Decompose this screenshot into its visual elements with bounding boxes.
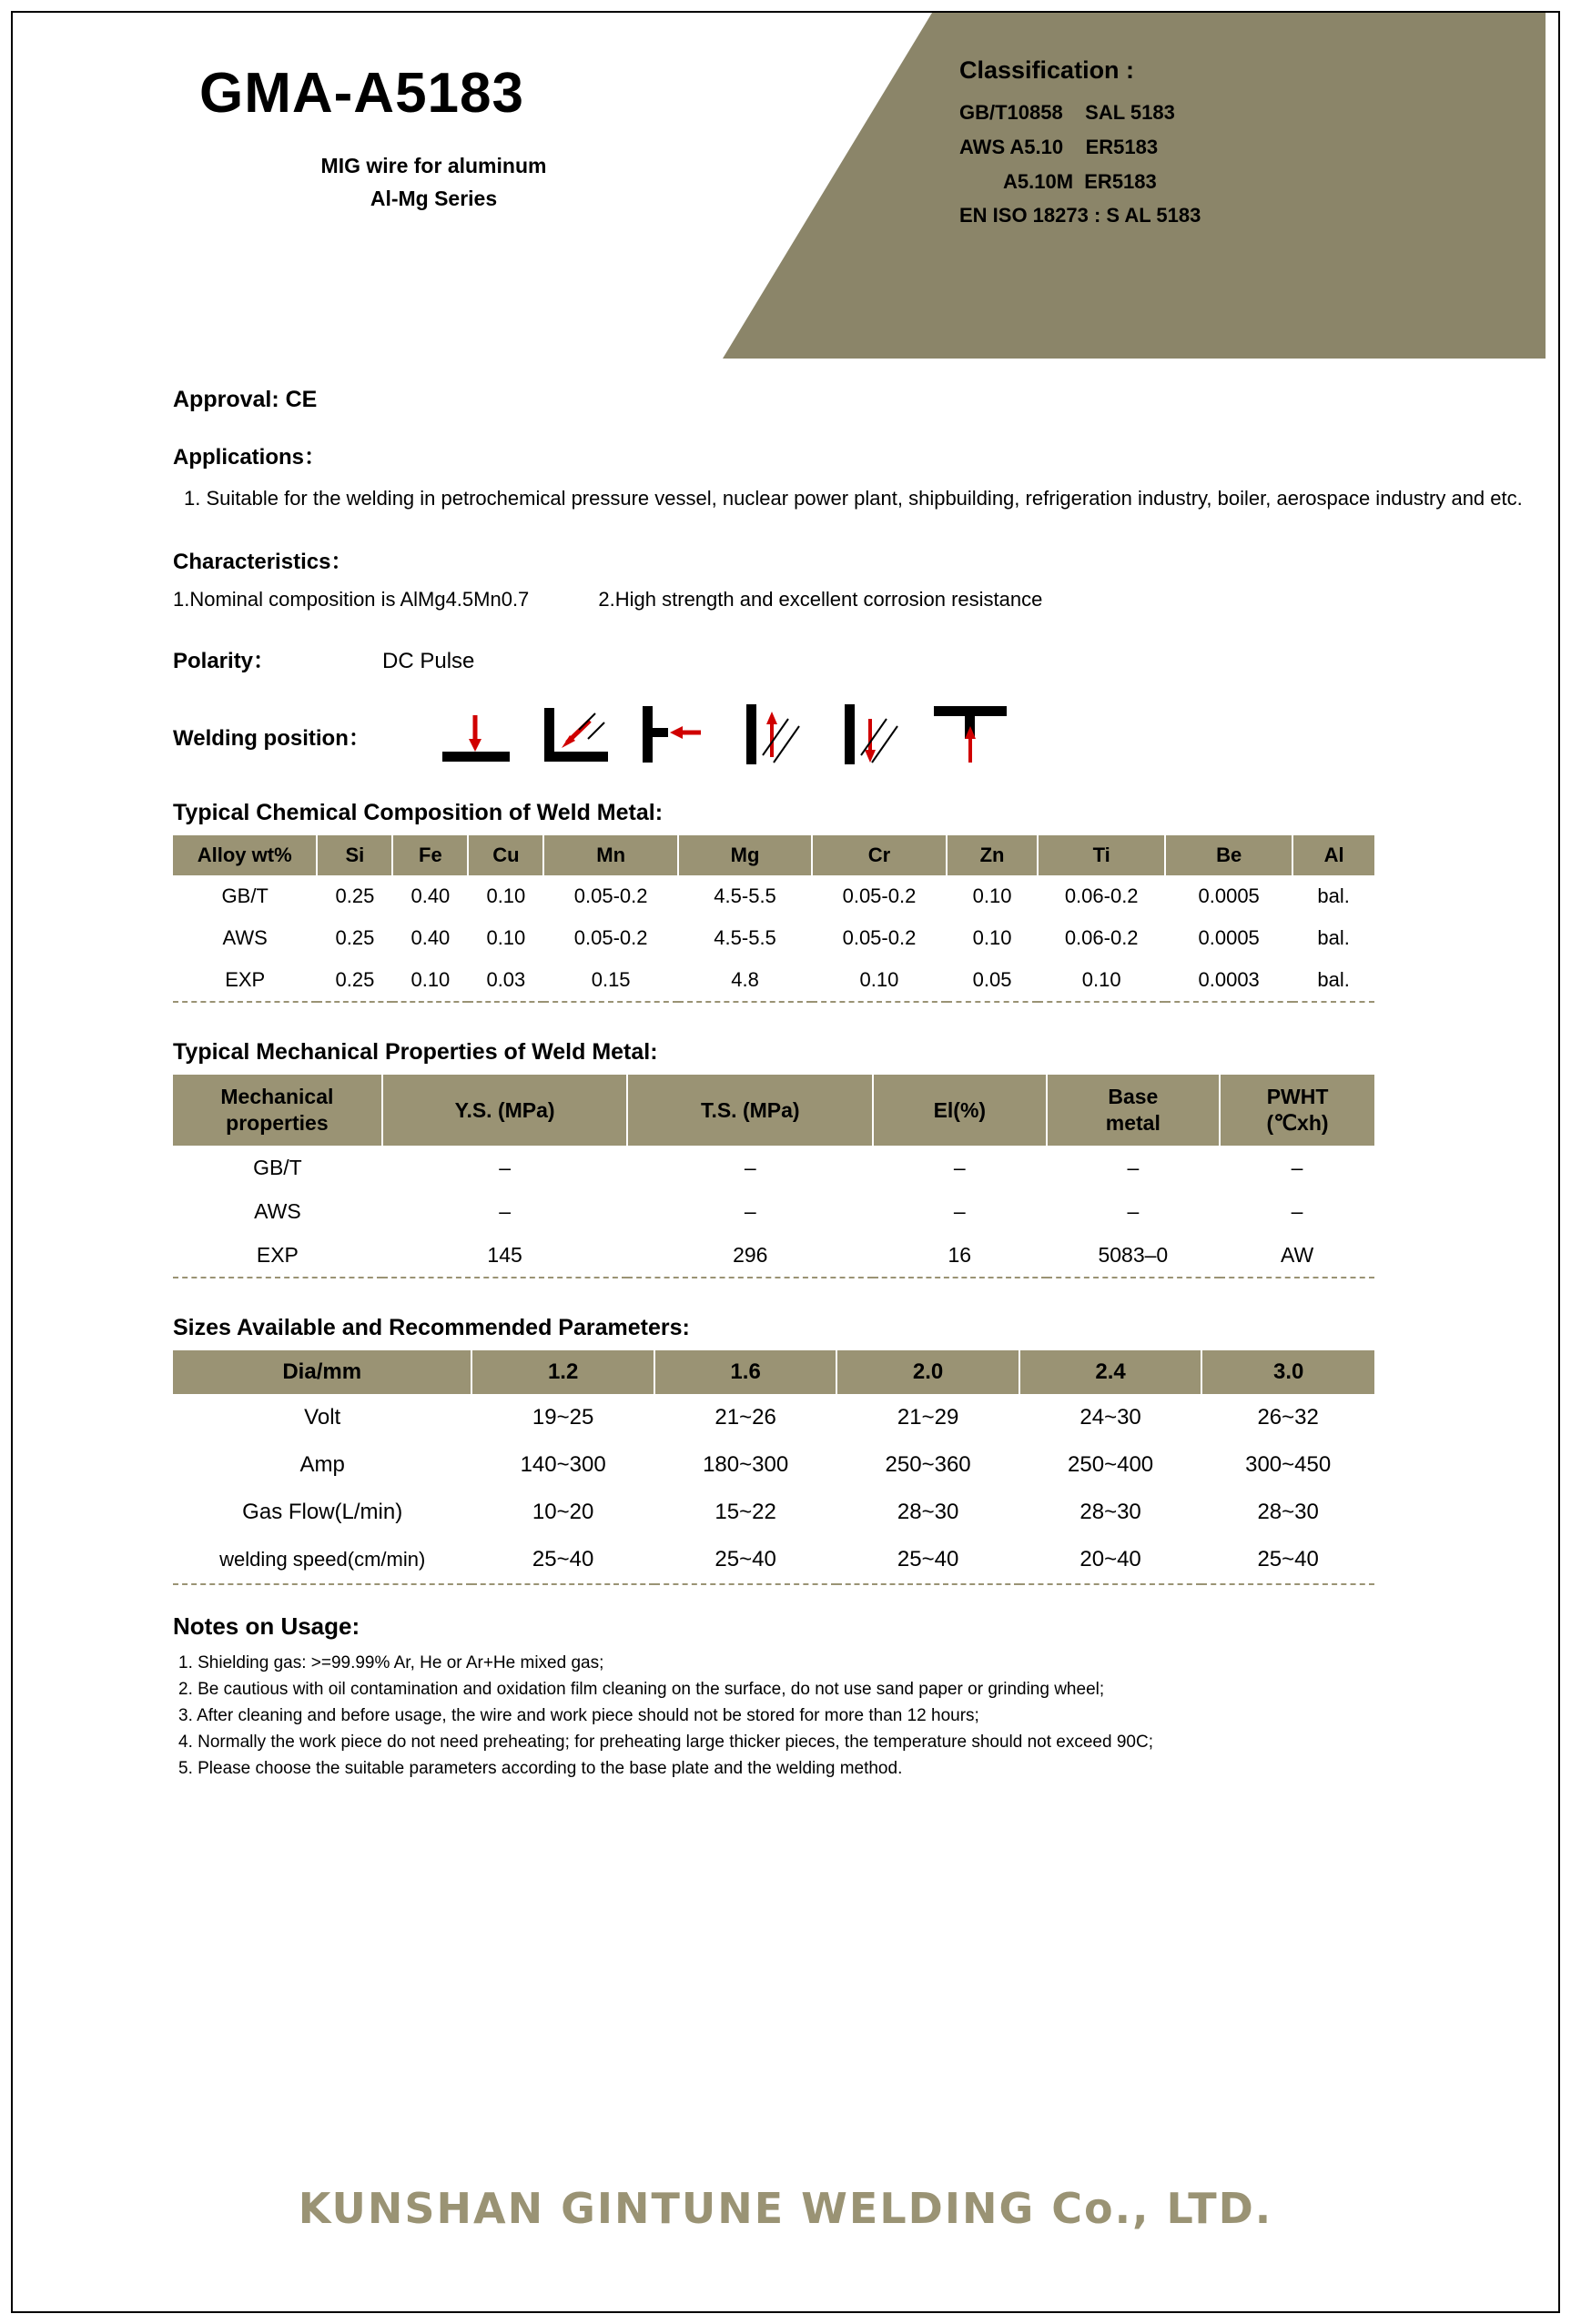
cell: 0.10 bbox=[410, 968, 451, 992]
cell: 0.25 bbox=[335, 884, 375, 908]
position-flat-icon bbox=[437, 699, 515, 772]
cell: bal. bbox=[1317, 926, 1350, 950]
sizes-table bbox=[173, 1350, 1374, 1585]
cell: 28~30 bbox=[1257, 1500, 1319, 1525]
cell: 25~40 bbox=[715, 1547, 776, 1572]
header-line: metal bbox=[1105, 1111, 1161, 1136]
table-row bbox=[173, 959, 1374, 1002]
mechanical-header-3: El(%) bbox=[873, 1075, 1046, 1146]
cell: 25~40 bbox=[897, 1547, 959, 1572]
notes-title: Notes on Usage: bbox=[173, 1612, 360, 1641]
header-line: Base bbox=[1108, 1085, 1159, 1109]
sizes-header-3: 2.0 bbox=[836, 1350, 1019, 1394]
title-block bbox=[149, 63, 768, 215]
applications-label: Applications： bbox=[173, 445, 327, 470]
cell: 296 bbox=[733, 1242, 768, 1267]
position-vertical-up-icon bbox=[732, 699, 810, 772]
cell: GB/T bbox=[221, 884, 269, 908]
chemical-header-0: Alloy wt% bbox=[173, 835, 317, 875]
cell: 26~32 bbox=[1257, 1405, 1319, 1430]
cell: 4.5-5.5 bbox=[714, 884, 776, 908]
cell: 0.06-0.2 bbox=[1064, 926, 1139, 950]
page-title: GMA-A5183 bbox=[199, 62, 524, 125]
header-line: (℃xh) bbox=[1266, 1111, 1329, 1136]
chemical-table-title: Typical Chemical Composition of Weld Metal: bbox=[173, 800, 664, 826]
cell: 0.0005 bbox=[1198, 884, 1260, 908]
cell: AW bbox=[1280, 1242, 1314, 1267]
classification-line-1: GB/T10858 SAL 5183 bbox=[959, 101, 1175, 124]
cell: welding speed(cm/min) bbox=[219, 1548, 426, 1571]
cell: 0.10 bbox=[972, 926, 1012, 950]
header-line: Mechanical bbox=[220, 1085, 334, 1109]
cell: EXP bbox=[256, 1242, 299, 1267]
chemical-header-9: Be bbox=[1165, 835, 1292, 875]
cell: 0.0003 bbox=[1198, 968, 1260, 992]
cell: 4.8 bbox=[731, 968, 759, 992]
cell: 28~30 bbox=[1079, 1500, 1141, 1525]
table-header-row bbox=[173, 1075, 1374, 1146]
mechanical-table bbox=[173, 1075, 1374, 1278]
characteristics-item-1: 1.Nominal composition is AlMg4.5Mn0.7 bbox=[173, 588, 530, 611]
welding-position-row bbox=[173, 694, 1556, 776]
mechanical-header-2: T.S. (MPa) bbox=[627, 1075, 873, 1146]
cell: GB/T bbox=[253, 1155, 302, 1179]
chemical-header-5: Mg bbox=[678, 835, 812, 875]
cell: 25~40 bbox=[532, 1547, 594, 1572]
cell: 4.5-5.5 bbox=[714, 926, 776, 950]
table-row bbox=[173, 1489, 1374, 1536]
cell: – bbox=[499, 1198, 512, 1223]
cell: – bbox=[953, 1198, 966, 1223]
table-header-row bbox=[173, 835, 1374, 875]
classification-block bbox=[959, 56, 1469, 233]
note-item: 1. Shielding gas: >=99.99% Ar, He or Ar+He mixed gas; bbox=[178, 1653, 604, 1673]
cell: 0.0005 bbox=[1198, 926, 1260, 950]
company-footer: KUNSHAN GINTUNE WELDING Co., LTD. bbox=[298, 2184, 1273, 2233]
cell: 0.10 bbox=[486, 926, 526, 950]
cell: bal. bbox=[1317, 968, 1350, 992]
cell: 0.10 bbox=[1081, 968, 1121, 992]
cell: 28~30 bbox=[897, 1500, 959, 1525]
cell: 0.40 bbox=[410, 884, 451, 908]
classification-title: Classification : bbox=[959, 56, 1135, 84]
cell: AWS bbox=[222, 926, 268, 950]
cell: 0.15 bbox=[591, 968, 631, 992]
cell: 5083–0 bbox=[1098, 1242, 1169, 1267]
cell: 0.05-0.2 bbox=[842, 926, 917, 950]
chemical-header-6: Cr bbox=[812, 835, 947, 875]
cell: Volt bbox=[304, 1405, 341, 1430]
cell: 15~22 bbox=[715, 1500, 776, 1525]
cell: 21~29 bbox=[897, 1405, 959, 1430]
characteristics-label: Characteristics： bbox=[173, 550, 353, 575]
cell: 19~25 bbox=[532, 1405, 594, 1430]
sizes-header-0: Dia/mm bbox=[173, 1350, 471, 1394]
polarity-value: DC Pulse bbox=[382, 649, 475, 674]
cell: 0.10 bbox=[486, 884, 526, 908]
cell: – bbox=[744, 1155, 756, 1179]
characteristics-text bbox=[173, 588, 1556, 611]
classification-line-3: A5.10M ER5183 bbox=[1003, 169, 1157, 193]
cell: 0.06-0.2 bbox=[1064, 884, 1139, 908]
table-row bbox=[173, 1441, 1374, 1489]
polarity-label: Polarity： bbox=[173, 649, 276, 674]
cell: – bbox=[499, 1155, 512, 1179]
note-item: 3. After cleaning and before usage, the wire and work piece should not be stored for more than 12 hours; bbox=[178, 1706, 979, 1726]
polarity-row bbox=[173, 642, 1556, 674]
approval-line: Approval: CE bbox=[173, 387, 318, 412]
cell: 16 bbox=[948, 1242, 972, 1267]
table-row bbox=[173, 1146, 1374, 1189]
table-row bbox=[173, 1233, 1374, 1278]
characteristics-item-2: 2.High strength and excellent corrosion resistance bbox=[598, 588, 1043, 611]
cell: – bbox=[1127, 1155, 1140, 1179]
cell: Gas Flow(L/min) bbox=[242, 1500, 403, 1525]
cell: bal. bbox=[1317, 884, 1350, 908]
sizes-header-2: 1.6 bbox=[654, 1350, 836, 1394]
chemical-header-3: Cu bbox=[468, 835, 543, 875]
applications-text: 1. Suitable for the welding in petrochemical pressure vessel, nuclear power plant, shipbuilding, refrigeration industry, boiler, aerospace industry and etc. bbox=[184, 487, 1523, 510]
table-row bbox=[173, 1394, 1374, 1441]
table-header-row bbox=[173, 1350, 1374, 1394]
table-row bbox=[173, 917, 1374, 959]
subtitle-line-1: MIG wire for aluminum bbox=[320, 154, 547, 178]
mechanical-header-0 bbox=[173, 1075, 382, 1146]
cell: 24~30 bbox=[1079, 1405, 1141, 1430]
position-vertical-down-icon bbox=[830, 699, 908, 772]
cell: 20~40 bbox=[1079, 1547, 1141, 1572]
cell: – bbox=[744, 1198, 756, 1223]
content-body bbox=[173, 387, 1556, 1783]
cell: 0.25 bbox=[335, 968, 375, 992]
chemical-header-8: Ti bbox=[1038, 835, 1165, 875]
chemical-header-10: Al bbox=[1292, 835, 1374, 875]
note-item: 5. Please choose the suitable parameters according to the base plate and the welding method. bbox=[178, 1758, 903, 1778]
cell: – bbox=[953, 1155, 966, 1179]
sizes-table-title: Sizes Available and Recommended Parameters: bbox=[173, 1315, 690, 1341]
cell: 0.05 bbox=[972, 968, 1012, 992]
cell: 0.25 bbox=[335, 926, 375, 950]
cell: 0.10 bbox=[859, 968, 899, 992]
cell: 250~400 bbox=[1068, 1452, 1154, 1478]
cell: 145 bbox=[487, 1242, 522, 1267]
cell: 0.05-0.2 bbox=[842, 884, 917, 908]
sizes-header-4: 2.4 bbox=[1019, 1350, 1201, 1394]
cell: EXP bbox=[225, 968, 266, 992]
header bbox=[13, 13, 1546, 359]
classification-line-4: EN ISO 18273 : S AL 5183 bbox=[959, 204, 1201, 227]
position-overhead-icon bbox=[928, 699, 1012, 772]
cell: 300~450 bbox=[1245, 1452, 1332, 1478]
cell: AWS bbox=[254, 1198, 301, 1223]
table-row bbox=[173, 1536, 1374, 1584]
chemical-header-2: Fe bbox=[392, 835, 468, 875]
cell: 250~360 bbox=[885, 1452, 971, 1478]
chemical-header-7: Zn bbox=[947, 835, 1039, 875]
sizes-header-5: 3.0 bbox=[1201, 1350, 1374, 1394]
sizes-header-1: 1.2 bbox=[471, 1350, 654, 1394]
mechanical-header-5 bbox=[1220, 1075, 1374, 1146]
welding-position-icons bbox=[437, 699, 1012, 772]
position-fillet-icon bbox=[535, 699, 613, 772]
mechanical-header-4 bbox=[1047, 1075, 1221, 1146]
position-horizontal-icon bbox=[633, 699, 712, 772]
cell: 10~20 bbox=[532, 1500, 594, 1525]
chemical-header-1: Si bbox=[317, 835, 392, 875]
mechanical-table-title: Typical Mechanical Properties of Weld Metal: bbox=[173, 1039, 658, 1066]
cell: 0.03 bbox=[486, 968, 526, 992]
classification-line-2: AWS A5.10 ER5183 bbox=[959, 135, 1159, 158]
cell: 0.05-0.2 bbox=[573, 884, 648, 908]
table-row bbox=[173, 875, 1374, 917]
subtitle-line-2: Al-Mg Series bbox=[370, 186, 498, 210]
cell: 25~40 bbox=[1257, 1547, 1319, 1572]
table-row bbox=[173, 1189, 1374, 1233]
page-subtitle bbox=[149, 150, 768, 215]
header-line: properties bbox=[226, 1111, 329, 1136]
note-item: 2. Be cautious with oil contamination and oxidation film cleaning on the surface, do not use sand paper or grinding wheel; bbox=[178, 1680, 1105, 1700]
cell: – bbox=[1291, 1198, 1303, 1223]
chemical-header-4: Mn bbox=[543, 835, 678, 875]
note-item: 4. Normally the work piece do not need preheating; for preheating large thicker pieces, the temperature should not exceed 90C; bbox=[178, 1733, 1153, 1752]
cell: 140~300 bbox=[520, 1452, 606, 1478]
cell: 180~300 bbox=[703, 1452, 789, 1478]
cell: – bbox=[1127, 1198, 1140, 1223]
cell: 0.05-0.2 bbox=[573, 926, 648, 950]
welding-position-label: Welding position： bbox=[173, 725, 370, 751]
cell: Amp bbox=[299, 1452, 345, 1478]
cell: – bbox=[1291, 1155, 1303, 1179]
cell: 0.40 bbox=[410, 926, 451, 950]
header-line: PWHT bbox=[1266, 1085, 1329, 1109]
cell: 0.10 bbox=[972, 884, 1012, 908]
chemical-table bbox=[173, 835, 1374, 1003]
mechanical-header-1: Y.S. (MPa) bbox=[382, 1075, 628, 1146]
cell: 21~26 bbox=[715, 1405, 776, 1430]
